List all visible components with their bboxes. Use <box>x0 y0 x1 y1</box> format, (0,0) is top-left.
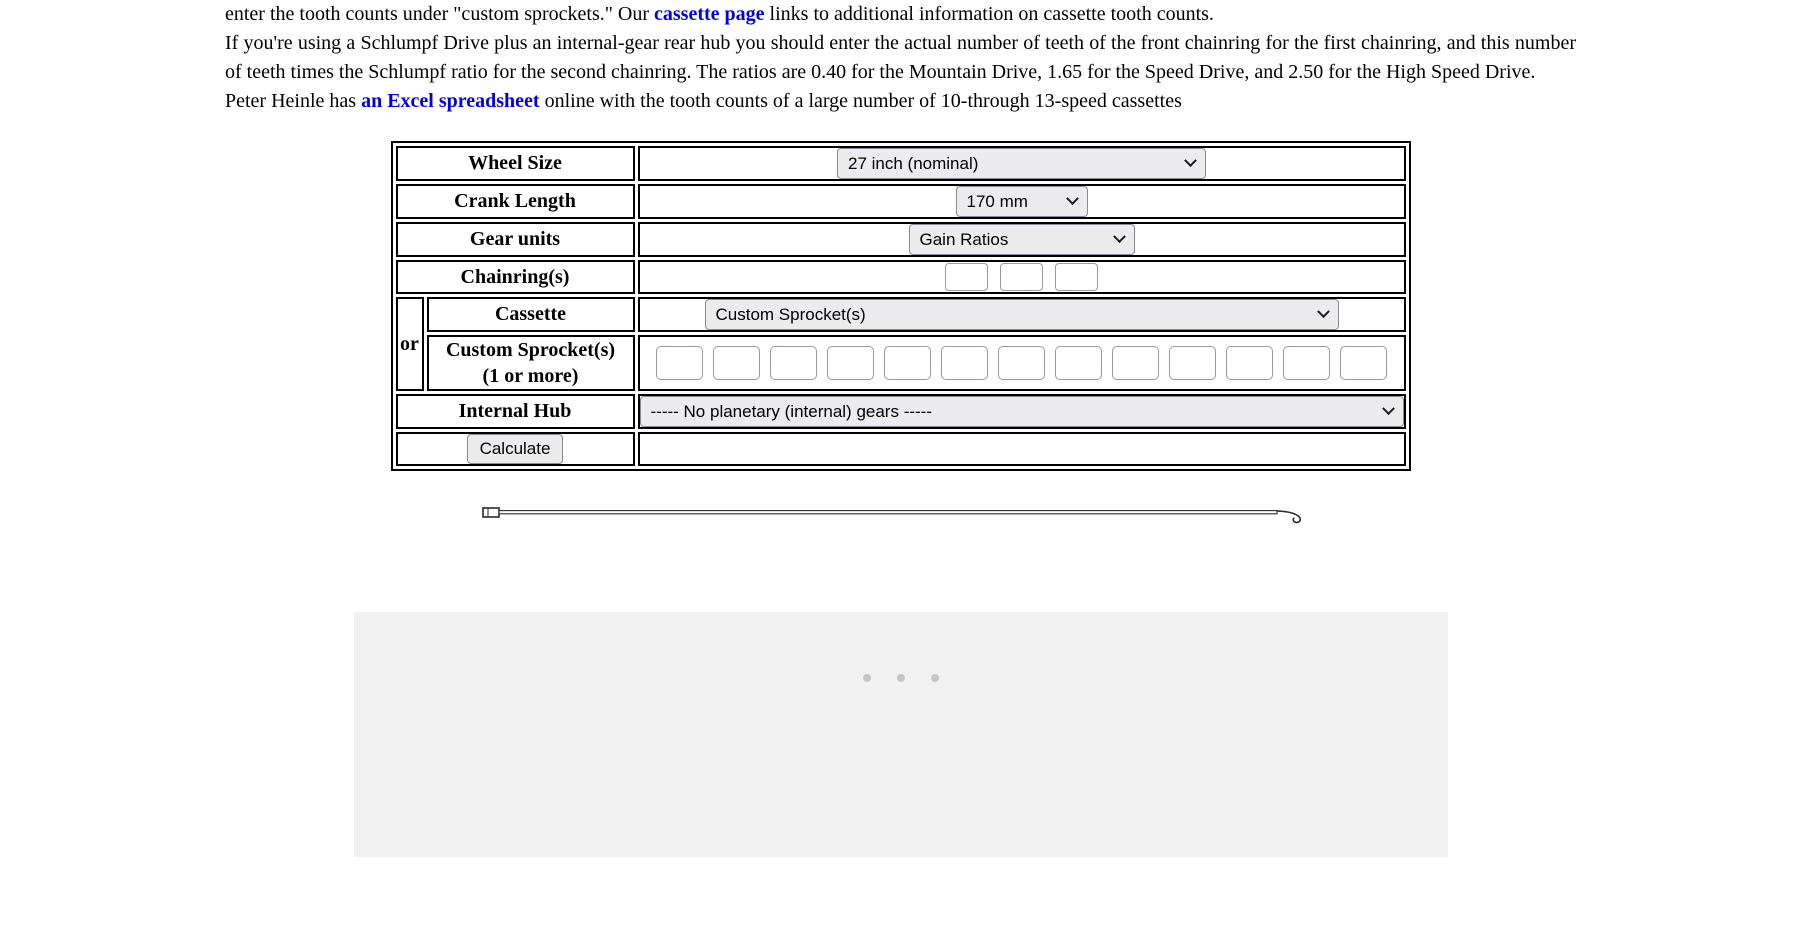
crank-length-select[interactable] <box>956 186 1088 217</box>
custom-sprockets-label-line1: Custom Sprocket(s) <box>445 339 616 361</box>
custom-sprocket-input[interactable] <box>1169 346 1216 380</box>
paragraph-spreadsheet-pre: Peter Heinle has <box>225 90 362 112</box>
chevron-down-icon <box>1184 154 1197 167</box>
custom-sprocket-input[interactable] <box>1283 346 1330 380</box>
row-calculate <box>396 432 1406 466</box>
internal-hub-select[interactable] <box>640 396 1404 427</box>
paragraph-spreadsheet-post: online with the tooth counts of a large number of 10-through 13-speed cassettes <box>539 90 1182 112</box>
cassette-value: Custom Sprocket(s) <box>715 305 866 324</box>
loading-dots <box>863 612 939 682</box>
custom-sprockets-label-line2: (1 or more) <box>482 365 579 387</box>
crank-length-label: Crank Length <box>396 184 635 219</box>
excel-spreadsheet-link[interactable]: an Excel spreadsheet <box>361 90 540 112</box>
chainring-input[interactable] <box>1055 263 1098 291</box>
custom-sprocket-input[interactable] <box>827 346 874 380</box>
custom-sprocket-input[interactable] <box>941 346 988 380</box>
chainring-inputs <box>640 263 1404 291</box>
row-cassette <box>396 297 1406 332</box>
custom-sprocket-input[interactable] <box>713 346 760 380</box>
paragraph-cassette-post: links to additional information on cassette tooth counts. <box>764 3 1214 25</box>
custom-sprocket-input[interactable] <box>656 346 703 380</box>
custom-sprocket-input[interactable] <box>884 346 931 380</box>
custom-sprocket-inputs <box>640 346 1404 380</box>
custom-sprocket-input[interactable] <box>998 346 1045 380</box>
custom-sprockets-label <box>427 335 635 391</box>
crank-length-value: 170 mm <box>966 192 1028 211</box>
cassette-select[interactable] <box>705 299 1339 330</box>
row-internal-hub <box>396 394 1406 429</box>
or-label: or <box>396 297 424 391</box>
cassette-page-link[interactable]: cassette page <box>654 3 765 25</box>
gear-units-select[interactable] <box>909 224 1135 255</box>
internal-hub-label: Internal Hub <box>396 394 635 429</box>
paragraph-cassette-info <box>225 0 1576 29</box>
loading-dot <box>931 674 939 682</box>
ad-placeholder <box>354 612 1448 857</box>
calculate-button[interactable]: Calculate <box>467 434 564 464</box>
custom-sprocket-input[interactable] <box>1226 346 1273 380</box>
custom-sprocket-input[interactable] <box>770 346 817 380</box>
row-wheel-size <box>396 146 1406 181</box>
chevron-down-icon <box>1317 305 1330 318</box>
wheel-size-select[interactable] <box>837 148 1206 179</box>
row-crank-length <box>396 184 1406 219</box>
row-custom-sprockets <box>396 335 1406 391</box>
wheel-size-value: 27 inch (nominal) <box>848 154 979 173</box>
chainrings-label: Chainring(s) <box>396 260 635 294</box>
article-text <box>0 0 1801 116</box>
calculate-cell <box>396 432 635 466</box>
spoke-divider <box>482 504 1319 526</box>
chevron-down-icon <box>1113 230 1126 243</box>
chainring-input[interactable] <box>945 263 988 291</box>
loading-dot <box>897 674 905 682</box>
empty-cell <box>638 432 1406 466</box>
cassette-label: Cassette <box>427 297 635 332</box>
spoke-divider-graphic <box>482 504 1319 526</box>
wheel-size-label: Wheel Size <box>396 146 635 181</box>
paragraph-spreadsheet <box>225 87 1576 116</box>
row-chainrings <box>396 260 1406 294</box>
gear-units-value: Gain Ratios <box>919 230 1009 249</box>
chevron-down-icon <box>1066 192 1079 205</box>
internal-hub-value: ----- No planetary (internal) gears ----- <box>650 402 932 421</box>
custom-sprocket-input[interactable] <box>1112 346 1159 380</box>
gear-units-label: Gear units <box>396 222 635 257</box>
gear-calculator-form <box>391 141 1411 471</box>
custom-sprocket-input[interactable] <box>1340 346 1387 380</box>
chevron-down-icon <box>1382 402 1395 415</box>
loading-dot <box>863 674 871 682</box>
chainring-input[interactable] <box>1000 263 1043 291</box>
paragraph-schlumpf: If you're using a Schlumpf Drive plus an internal-gear rear hub you should enter the actual number of teeth of the front chainring for the first chainring, and this number of teeth times the Schlumpf ratio for the second chainring. The ratios are 0.40 for the Mountain Drive, 1.65 for the Speed Drive, and 2.50 for the High Speed Drive. <box>225 32 1576 83</box>
row-gear-units <box>396 222 1406 257</box>
paragraph-cassette-pre: enter the tooth counts under "custom sprockets." Our <box>225 3 655 25</box>
custom-sprocket-input[interactable] <box>1055 346 1102 380</box>
